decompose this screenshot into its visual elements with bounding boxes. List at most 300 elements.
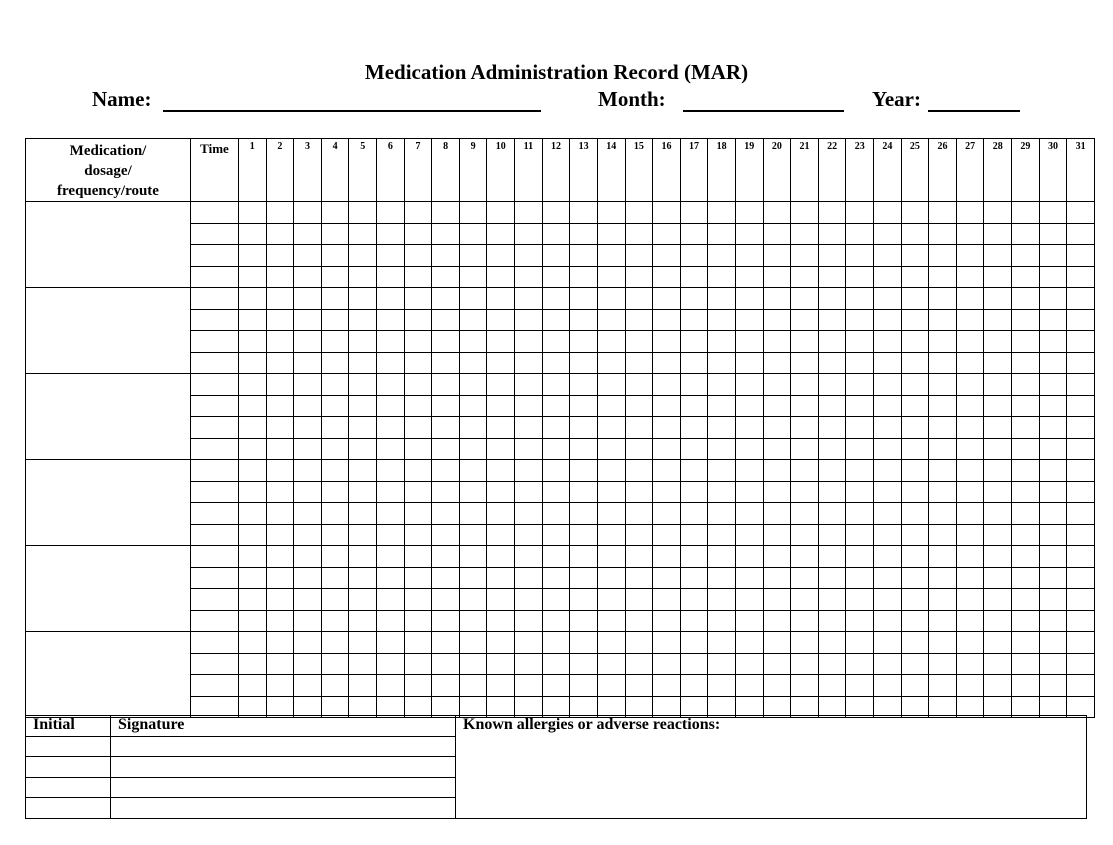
day-cell[interactable] <box>570 438 598 460</box>
day-cell[interactable] <box>708 546 736 568</box>
day-cell[interactable] <box>1012 524 1040 546</box>
day-cell[interactable] <box>542 223 570 245</box>
day-cell[interactable] <box>680 589 708 611</box>
day-cell[interactable] <box>542 417 570 439</box>
day-cell[interactable] <box>735 309 763 331</box>
day-cell[interactable] <box>708 395 736 417</box>
day-cell[interactable] <box>680 266 708 288</box>
day-cell[interactable] <box>542 503 570 525</box>
day-cell[interactable] <box>874 503 902 525</box>
day-cell[interactable] <box>735 675 763 697</box>
day-cell[interactable] <box>680 675 708 697</box>
day-cell[interactable] <box>625 374 653 396</box>
day-cell[interactable] <box>294 632 322 654</box>
day-cell[interactable] <box>846 374 874 396</box>
day-cell[interactable] <box>597 438 625 460</box>
medication-cell[interactable] <box>26 460 191 546</box>
day-cell[interactable] <box>708 288 736 310</box>
day-cell[interactable] <box>818 632 846 654</box>
allergies-box[interactable] <box>456 716 1087 819</box>
day-cell[interactable] <box>984 245 1012 267</box>
day-cell[interactable] <box>515 202 543 224</box>
day-cell[interactable] <box>625 438 653 460</box>
day-cell[interactable] <box>874 202 902 224</box>
day-cell[interactable] <box>239 331 267 353</box>
day-cell[interactable] <box>653 503 681 525</box>
day-cell[interactable] <box>680 288 708 310</box>
day-cell[interactable] <box>266 266 294 288</box>
day-cell[interactable] <box>239 309 267 331</box>
day-cell[interactable] <box>791 653 819 675</box>
day-cell[interactable] <box>404 675 432 697</box>
time-cell[interactable] <box>191 567 239 589</box>
day-cell[interactable] <box>570 503 598 525</box>
day-cell[interactable] <box>735 374 763 396</box>
day-cell[interactable] <box>1012 546 1040 568</box>
day-cell[interactable] <box>239 610 267 632</box>
day-cell[interactable] <box>929 610 957 632</box>
day-cell[interactable] <box>929 589 957 611</box>
day-cell[interactable] <box>266 653 294 675</box>
medication-cell[interactable] <box>26 546 191 632</box>
day-cell[interactable] <box>570 288 598 310</box>
signature-cell[interactable] <box>111 777 456 798</box>
day-cell[interactable] <box>1012 417 1040 439</box>
day-cell[interactable] <box>239 245 267 267</box>
day-cell[interactable] <box>763 417 791 439</box>
day-cell[interactable] <box>929 331 957 353</box>
day-cell[interactable] <box>708 309 736 331</box>
day-cell[interactable] <box>239 438 267 460</box>
day-cell[interactable] <box>956 202 984 224</box>
day-cell[interactable] <box>956 331 984 353</box>
day-cell[interactable] <box>1012 438 1040 460</box>
day-cell[interactable] <box>708 374 736 396</box>
day-cell[interactable] <box>266 331 294 353</box>
day-cell[interactable] <box>625 610 653 632</box>
day-cell[interactable] <box>349 460 377 482</box>
day-cell[interactable] <box>818 288 846 310</box>
day-cell[interactable] <box>929 632 957 654</box>
signature-cell[interactable] <box>111 736 456 757</box>
day-cell[interactable] <box>1039 202 1067 224</box>
day-cell[interactable] <box>708 653 736 675</box>
day-cell[interactable] <box>791 438 819 460</box>
day-cell[interactable] <box>708 632 736 654</box>
day-cell[interactable] <box>432 417 460 439</box>
day-cell[interactable] <box>570 675 598 697</box>
day-cell[interactable] <box>1012 675 1040 697</box>
day-cell[interactable] <box>321 589 349 611</box>
day-cell[interactable] <box>321 610 349 632</box>
day-cell[interactable] <box>653 589 681 611</box>
day-cell[interactable] <box>984 288 1012 310</box>
day-cell[interactable] <box>818 438 846 460</box>
day-cell[interactable] <box>791 331 819 353</box>
day-cell[interactable] <box>735 266 763 288</box>
day-cell[interactable] <box>404 481 432 503</box>
day-cell[interactable] <box>542 288 570 310</box>
day-cell[interactable] <box>901 245 929 267</box>
day-cell[interactable] <box>625 417 653 439</box>
day-cell[interactable] <box>874 589 902 611</box>
day-cell[interactable] <box>791 567 819 589</box>
day-cell[interactable] <box>901 438 929 460</box>
day-cell[interactable] <box>653 223 681 245</box>
day-cell[interactable] <box>680 374 708 396</box>
day-cell[interactable] <box>459 589 487 611</box>
time-cell[interactable] <box>191 438 239 460</box>
day-cell[interactable] <box>929 395 957 417</box>
day-cell[interactable] <box>432 503 460 525</box>
day-cell[interactable] <box>1067 245 1095 267</box>
day-cell[interactable] <box>597 610 625 632</box>
day-cell[interactable] <box>625 352 653 374</box>
day-cell[interactable] <box>984 331 1012 353</box>
day-cell[interactable] <box>708 223 736 245</box>
day-cell[interactable] <box>404 266 432 288</box>
day-cell[interactable] <box>515 589 543 611</box>
day-cell[interactable] <box>404 288 432 310</box>
day-cell[interactable] <box>377 352 405 374</box>
day-cell[interactable] <box>239 266 267 288</box>
day-cell[interactable] <box>735 610 763 632</box>
time-cell[interactable] <box>191 610 239 632</box>
day-cell[interactable] <box>791 481 819 503</box>
day-cell[interactable] <box>266 460 294 482</box>
day-cell[interactable] <box>929 352 957 374</box>
day-cell[interactable] <box>515 653 543 675</box>
day-cell[interactable] <box>763 223 791 245</box>
day-cell[interactable] <box>901 331 929 353</box>
day-cell[interactable] <box>956 675 984 697</box>
day-cell[interactable] <box>404 546 432 568</box>
day-cell[interactable] <box>294 653 322 675</box>
day-cell[interactable] <box>1067 481 1095 503</box>
day-cell[interactable] <box>432 266 460 288</box>
day-cell[interactable] <box>515 567 543 589</box>
time-cell[interactable] <box>191 546 239 568</box>
day-cell[interactable] <box>956 223 984 245</box>
day-cell[interactable] <box>432 245 460 267</box>
day-cell[interactable] <box>432 653 460 675</box>
day-cell[interactable] <box>542 245 570 267</box>
day-cell[interactable] <box>321 567 349 589</box>
day-cell[interactable] <box>735 524 763 546</box>
day-cell[interactable] <box>791 309 819 331</box>
day-cell[interactable] <box>984 309 1012 331</box>
day-cell[interactable] <box>708 589 736 611</box>
day-cell[interactable] <box>239 524 267 546</box>
day-cell[interactable] <box>984 438 1012 460</box>
day-cell[interactable] <box>763 632 791 654</box>
day-cell[interactable] <box>1067 202 1095 224</box>
day-cell[interactable] <box>432 352 460 374</box>
day-cell[interactable] <box>349 653 377 675</box>
day-cell[interactable] <box>404 331 432 353</box>
day-cell[interactable] <box>846 481 874 503</box>
day-cell[interactable] <box>597 632 625 654</box>
day-cell[interactable] <box>653 546 681 568</box>
day-cell[interactable] <box>929 288 957 310</box>
day-cell[interactable] <box>597 395 625 417</box>
day-cell[interactable] <box>846 632 874 654</box>
day-cell[interactable] <box>487 653 515 675</box>
day-cell[interactable] <box>791 632 819 654</box>
day-cell[interactable] <box>1039 352 1067 374</box>
day-cell[interactable] <box>266 395 294 417</box>
day-cell[interactable] <box>874 567 902 589</box>
day-cell[interactable] <box>515 610 543 632</box>
day-cell[interactable] <box>984 481 1012 503</box>
day-cell[interactable] <box>459 374 487 396</box>
day-cell[interactable] <box>459 331 487 353</box>
day-cell[interactable] <box>1067 223 1095 245</box>
day-cell[interactable] <box>984 374 1012 396</box>
day-cell[interactable] <box>266 202 294 224</box>
day-cell[interactable] <box>321 395 349 417</box>
day-cell[interactable] <box>542 395 570 417</box>
day-cell[interactable] <box>515 395 543 417</box>
day-cell[interactable] <box>432 438 460 460</box>
day-cell[interactable] <box>266 675 294 697</box>
day-cell[interactable] <box>570 309 598 331</box>
day-cell[interactable] <box>735 417 763 439</box>
time-cell[interactable] <box>191 374 239 396</box>
day-cell[interactable] <box>625 632 653 654</box>
time-cell[interactable] <box>191 309 239 331</box>
day-cell[interactable] <box>818 567 846 589</box>
day-cell[interactable] <box>901 266 929 288</box>
day-cell[interactable] <box>459 632 487 654</box>
day-cell[interactable] <box>1012 589 1040 611</box>
day-cell[interactable] <box>266 245 294 267</box>
day-cell[interactable] <box>653 632 681 654</box>
day-cell[interactable] <box>487 481 515 503</box>
time-cell[interactable] <box>191 331 239 353</box>
day-cell[interactable] <box>432 589 460 611</box>
day-cell[interactable] <box>1039 567 1067 589</box>
day-cell[interactable] <box>901 309 929 331</box>
day-cell[interactable] <box>404 460 432 482</box>
day-cell[interactable] <box>349 374 377 396</box>
day-cell[interactable] <box>404 524 432 546</box>
day-cell[interactable] <box>487 266 515 288</box>
day-cell[interactable] <box>901 610 929 632</box>
day-cell[interactable] <box>1039 374 1067 396</box>
day-cell[interactable] <box>653 395 681 417</box>
day-cell[interactable] <box>1067 546 1095 568</box>
day-cell[interactable] <box>515 460 543 482</box>
day-cell[interactable] <box>266 503 294 525</box>
day-cell[interactable] <box>542 202 570 224</box>
day-cell[interactable] <box>487 438 515 460</box>
day-cell[interactable] <box>735 223 763 245</box>
medication-cell[interactable] <box>26 632 191 718</box>
day-cell[interactable] <box>404 417 432 439</box>
initial-cell[interactable] <box>26 777 111 798</box>
day-cell[interactable] <box>349 567 377 589</box>
day-cell[interactable] <box>625 309 653 331</box>
day-cell[interactable] <box>846 223 874 245</box>
day-cell[interactable] <box>570 460 598 482</box>
day-cell[interactable] <box>818 202 846 224</box>
day-cell[interactable] <box>1012 610 1040 632</box>
time-cell[interactable] <box>191 223 239 245</box>
day-cell[interactable] <box>1012 223 1040 245</box>
day-cell[interactable] <box>901 653 929 675</box>
day-cell[interactable] <box>377 589 405 611</box>
day-cell[interactable] <box>570 632 598 654</box>
day-cell[interactable] <box>294 288 322 310</box>
day-cell[interactable] <box>901 288 929 310</box>
day-cell[interactable] <box>266 223 294 245</box>
day-cell[interactable] <box>349 546 377 568</box>
day-cell[interactable] <box>1067 632 1095 654</box>
day-cell[interactable] <box>680 438 708 460</box>
day-cell[interactable] <box>542 567 570 589</box>
day-cell[interactable] <box>735 546 763 568</box>
day-cell[interactable] <box>818 546 846 568</box>
day-cell[interactable] <box>515 417 543 439</box>
day-cell[interactable] <box>487 589 515 611</box>
day-cell[interactable] <box>377 503 405 525</box>
day-cell[interactable] <box>708 202 736 224</box>
year-field[interactable] <box>928 110 1020 112</box>
day-cell[interactable] <box>735 567 763 589</box>
day-cell[interactable] <box>432 524 460 546</box>
day-cell[interactable] <box>984 675 1012 697</box>
day-cell[interactable] <box>597 202 625 224</box>
day-cell[interactable] <box>294 589 322 611</box>
day-cell[interactable] <box>984 524 1012 546</box>
day-cell[interactable] <box>266 309 294 331</box>
day-cell[interactable] <box>929 417 957 439</box>
day-cell[interactable] <box>321 546 349 568</box>
day-cell[interactable] <box>404 610 432 632</box>
day-cell[interactable] <box>763 309 791 331</box>
day-cell[interactable] <box>874 395 902 417</box>
day-cell[interactable] <box>404 503 432 525</box>
day-cell[interactable] <box>791 503 819 525</box>
day-cell[interactable] <box>239 223 267 245</box>
day-cell[interactable] <box>901 417 929 439</box>
day-cell[interactable] <box>901 223 929 245</box>
day-cell[interactable] <box>321 632 349 654</box>
day-cell[interactable] <box>874 460 902 482</box>
day-cell[interactable] <box>1012 567 1040 589</box>
day-cell[interactable] <box>377 309 405 331</box>
day-cell[interactable] <box>956 524 984 546</box>
day-cell[interactable] <box>1012 460 1040 482</box>
day-cell[interactable] <box>377 438 405 460</box>
day-cell[interactable] <box>542 331 570 353</box>
time-cell[interactable] <box>191 632 239 654</box>
day-cell[interactable] <box>901 374 929 396</box>
day-cell[interactable] <box>818 460 846 482</box>
day-cell[interactable] <box>708 460 736 482</box>
day-cell[interactable] <box>1039 438 1067 460</box>
day-cell[interactable] <box>266 481 294 503</box>
day-cell[interactable] <box>929 202 957 224</box>
day-cell[interactable] <box>1012 481 1040 503</box>
day-cell[interactable] <box>597 481 625 503</box>
day-cell[interactable] <box>901 352 929 374</box>
day-cell[interactable] <box>956 309 984 331</box>
day-cell[interactable] <box>515 223 543 245</box>
day-cell[interactable] <box>874 352 902 374</box>
day-cell[interactable] <box>542 352 570 374</box>
day-cell[interactable] <box>542 653 570 675</box>
day-cell[interactable] <box>901 632 929 654</box>
day-cell[interactable] <box>597 567 625 589</box>
day-cell[interactable] <box>349 331 377 353</box>
time-cell[interactable] <box>191 653 239 675</box>
day-cell[interactable] <box>763 589 791 611</box>
day-cell[interactable] <box>708 245 736 267</box>
day-cell[interactable] <box>625 460 653 482</box>
day-cell[interactable] <box>680 567 708 589</box>
day-cell[interactable] <box>653 374 681 396</box>
day-cell[interactable] <box>321 524 349 546</box>
day-cell[interactable] <box>570 417 598 439</box>
day-cell[interactable] <box>791 288 819 310</box>
day-cell[interactable] <box>1012 331 1040 353</box>
day-cell[interactable] <box>818 524 846 546</box>
day-cell[interactable] <box>487 223 515 245</box>
day-cell[interactable] <box>1012 374 1040 396</box>
day-cell[interactable] <box>1012 632 1040 654</box>
day-cell[interactable] <box>818 395 846 417</box>
day-cell[interactable] <box>653 438 681 460</box>
day-cell[interactable] <box>791 417 819 439</box>
day-cell[interactable] <box>432 610 460 632</box>
day-cell[interactable] <box>1039 331 1067 353</box>
day-cell[interactable] <box>791 610 819 632</box>
day-cell[interactable] <box>349 524 377 546</box>
day-cell[interactable] <box>708 610 736 632</box>
day-cell[interactable] <box>874 481 902 503</box>
day-cell[interactable] <box>432 309 460 331</box>
day-cell[interactable] <box>404 589 432 611</box>
day-cell[interactable] <box>1039 481 1067 503</box>
day-cell[interactable] <box>818 266 846 288</box>
day-cell[interactable] <box>597 653 625 675</box>
day-cell[interactable] <box>459 309 487 331</box>
day-cell[interactable] <box>901 567 929 589</box>
day-cell[interactable] <box>487 632 515 654</box>
day-cell[interactable] <box>459 653 487 675</box>
day-cell[interactable] <box>1039 675 1067 697</box>
time-cell[interactable] <box>191 503 239 525</box>
day-cell[interactable] <box>929 503 957 525</box>
day-cell[interactable] <box>929 675 957 697</box>
day-cell[interactable] <box>1039 266 1067 288</box>
day-cell[interactable] <box>1067 675 1095 697</box>
day-cell[interactable] <box>625 223 653 245</box>
day-cell[interactable] <box>515 675 543 697</box>
day-cell[interactable] <box>708 481 736 503</box>
day-cell[interactable] <box>487 675 515 697</box>
day-cell[interactable] <box>625 245 653 267</box>
day-cell[interactable] <box>680 610 708 632</box>
day-cell[interactable] <box>321 417 349 439</box>
day-cell[interactable] <box>515 438 543 460</box>
day-cell[interactable] <box>956 352 984 374</box>
day-cell[interactable] <box>515 266 543 288</box>
time-cell[interactable] <box>191 202 239 224</box>
day-cell[interactable] <box>1067 395 1095 417</box>
